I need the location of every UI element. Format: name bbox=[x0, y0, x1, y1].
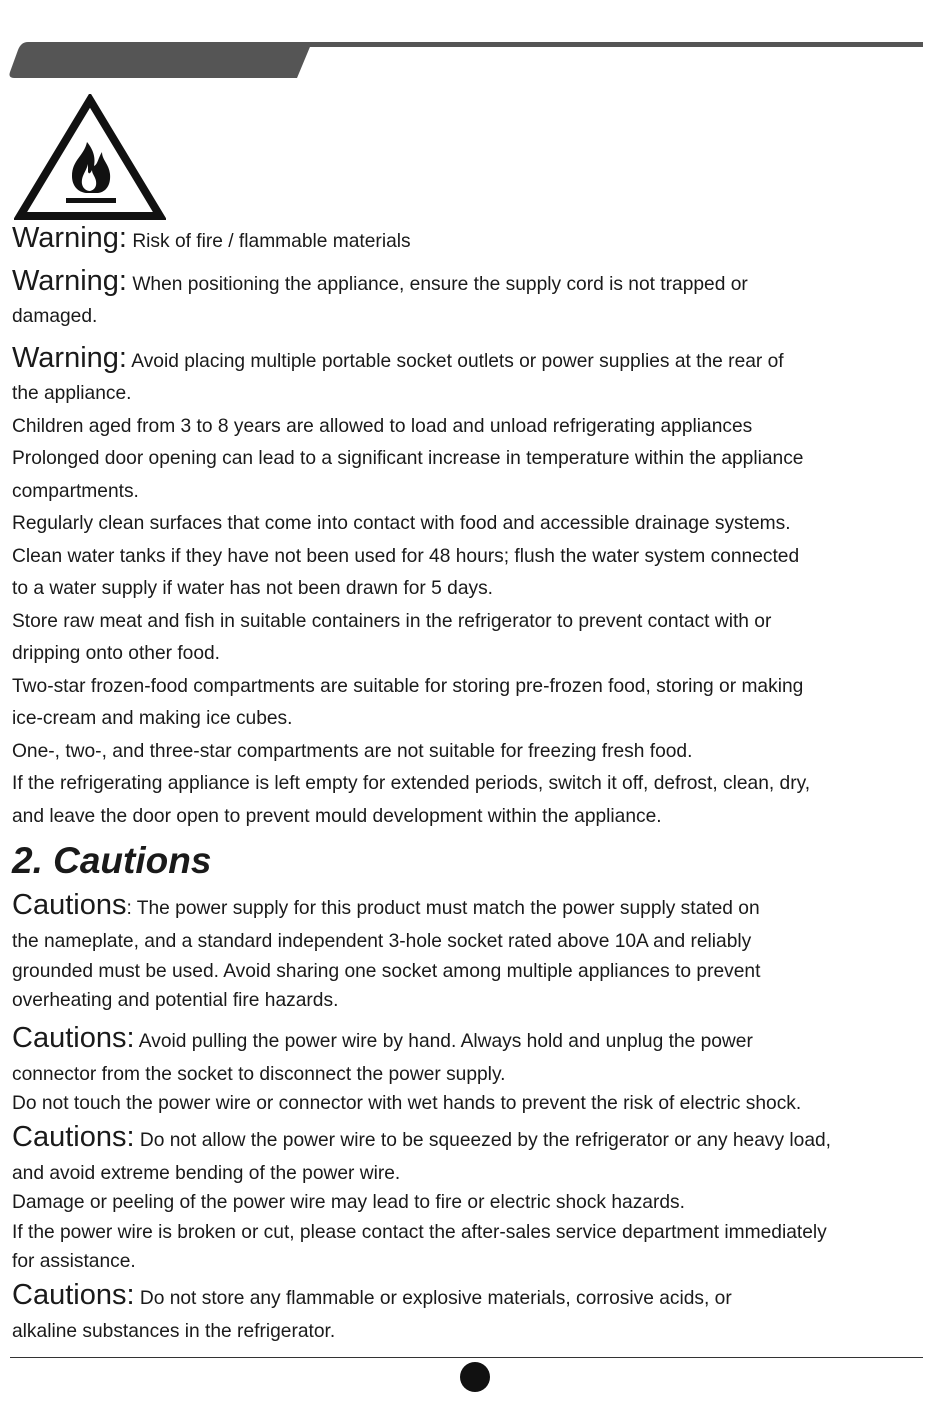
caution-continuation: Damage or peeling of the power wire may lead to fire or electric shock hazards. bbox=[12, 1192, 685, 1213]
caution-line bbox=[12, 1020, 947, 1060]
note-line: and leave the door open to prevent mould development within the appliance. bbox=[12, 805, 662, 827]
warning-keyword: Warning: bbox=[12, 341, 127, 374]
page-number-dot bbox=[460, 1362, 490, 1392]
caution-text: Do not store any flammable or explosive materials, corrosive acids, or bbox=[139, 1287, 732, 1309]
header-tab-bar bbox=[0, 0, 950, 90]
caution-keyword: Cautions bbox=[12, 889, 127, 921]
note-line: Two-star frozen-food compartments are suitable for storing pre-frozen food, storing or making bbox=[12, 675, 804, 697]
warning-keyword: Warning: bbox=[12, 264, 127, 297]
caution-text: Avoid pulling the power wire by hand. Always hold and unplug the power bbox=[138, 1030, 753, 1052]
warning-keyword: Warning: bbox=[12, 222, 127, 254]
caution-continuation: overheating and potential fire hazards. bbox=[12, 990, 339, 1011]
caution-continuation: for assistance. bbox=[12, 1251, 136, 1272]
caution-keyword: Cautions: bbox=[12, 1278, 135, 1311]
warning-continuation: damaged. bbox=[12, 306, 98, 327]
note-line: Children aged from 3 to 8 years are allowed to load and unload refrigerating appliances bbox=[12, 415, 753, 437]
caution-continuation: connector from the socket to disconnect the power supply. bbox=[12, 1063, 506, 1085]
warning-line bbox=[12, 222, 947, 259]
caution-continuation: grounded must be used. Avoid sharing one socket among multiple appliances to prevent bbox=[12, 960, 761, 982]
warnings-and-cautions bbox=[12, 222, 947, 1346]
caution-continuation: the nameplate, and a standard independent 3-hole socket rated above 10A and reliably bbox=[12, 931, 752, 952]
note-line: ice-cream and making ice cubes. bbox=[12, 708, 293, 729]
caution-text: : The power supply for this product must match the power supply stated on bbox=[126, 898, 760, 919]
note-line: If the refrigerating appliance is left empty for extended periods, switch it off, defrost, clean, dry, bbox=[12, 773, 811, 794]
note-line: One-, two-, and three-star compartments are not suitable for freezing fresh food. bbox=[12, 740, 693, 762]
caution-keyword: Cautions: bbox=[12, 1021, 135, 1054]
note-line: compartments. bbox=[12, 480, 139, 502]
caution-continuation: If the power wire is broken or cut, please contact the after-sales service department immediately bbox=[12, 1221, 827, 1243]
warning-continuation: the appliance. bbox=[12, 383, 132, 404]
note-line: Store raw meat and fish in suitable containers in the refrigerator to prevent contact with or bbox=[12, 610, 772, 632]
caution-continuation: alkaline substances in the refrigerator. bbox=[12, 1320, 336, 1342]
caution-line bbox=[12, 1277, 947, 1317]
footer-rule bbox=[10, 1357, 923, 1358]
caution-continuation: and avoid extreme bending of the power wire. bbox=[12, 1162, 401, 1184]
section-title: 2. Cautions bbox=[12, 840, 212, 881]
note-line: to a water supply if water has not been drawn for 5 days. bbox=[12, 578, 494, 599]
warning-text: When positioning the appliance, ensure the supply cord is not trapped or bbox=[132, 273, 748, 295]
warning-text: Avoid placing multiple portable socket outlets or power supplies at the rear of bbox=[131, 350, 784, 372]
flammable-warning-sign-icon bbox=[14, 94, 166, 222]
note-line: Regularly clean surfaces that come into contact with food and accessible drainage systems. bbox=[12, 513, 791, 534]
note-line: dripping onto other food. bbox=[12, 643, 221, 664]
warning-line bbox=[12, 342, 947, 379]
caution-line bbox=[12, 887, 947, 927]
note-line: Clean water tanks if they have not been used for 48 hours; flush the water system connected bbox=[12, 545, 800, 567]
note-line: Prolonged door opening can lead to a significant increase in temperature within the appliance bbox=[12, 448, 804, 469]
warning-line bbox=[12, 265, 947, 302]
caution-keyword: Cautions: bbox=[12, 1120, 135, 1153]
caution-text: Do not allow the power wire to be squeezed by the refrigerator or any heavy load, bbox=[139, 1129, 832, 1151]
caution-continuation: Do not touch the power wire or connector with wet hands to prevent the risk of electric shock. bbox=[12, 1093, 802, 1114]
warning-text: Risk of fire / flammable materials bbox=[132, 231, 411, 252]
caution-line bbox=[12, 1119, 947, 1159]
